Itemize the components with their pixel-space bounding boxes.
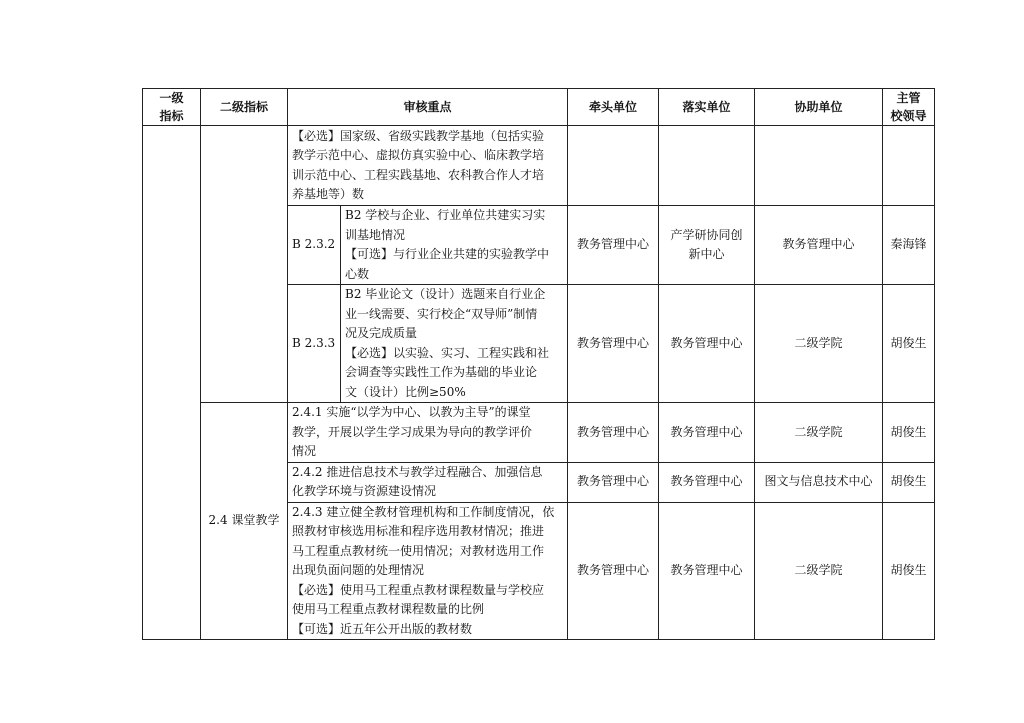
assist-cell: 二级学院 bbox=[755, 285, 883, 403]
assist-cell: 图文与信息技术中心 bbox=[755, 462, 883, 502]
assist-cell bbox=[755, 126, 883, 206]
lead-cell: 教务管理中心 bbox=[568, 206, 659, 285]
header-focus: 审核重点 bbox=[288, 89, 568, 126]
header-level2: 二级指标 bbox=[201, 89, 288, 126]
lead-cell bbox=[568, 126, 659, 206]
leader-cell: 胡俊生 bbox=[883, 502, 935, 640]
review-table bbox=[142, 88, 935, 640]
assist-cell: 二级学院 bbox=[755, 502, 883, 640]
focus-cell: 2.4.2 推进信息技术与教学过程融合、加强信息 化教学环境与资源建设情况 bbox=[288, 462, 568, 502]
leader-cell: 胡俊生 bbox=[883, 285, 935, 403]
level2-cell: 2.4 课堂教学 bbox=[201, 403, 288, 640]
leader-cell: 胡俊生 bbox=[883, 462, 935, 502]
focus-cell: 2.4.1 实施“以学为中心、以教为主导”的课堂 教学，开展以学生学习成果为导向的教学评价 情况 bbox=[288, 403, 568, 463]
header-assist: 协助单位 bbox=[755, 89, 883, 126]
impl-cell bbox=[659, 126, 755, 206]
focus-cell: 【必选】国家级、省级实践教学基地（包括实验 教学示范中心、虚拟仿真实验中心、临床教学培 训示范中心、工程实践基地、农科教合作人才培 养基地等）数 bbox=[288, 126, 568, 206]
impl-cell: 教务管理中心 bbox=[659, 502, 755, 640]
impl-cell: 教务管理中心 bbox=[659, 403, 755, 463]
focus-cell: 2.4.3 建立健全教材管理机构和工作制度情况，依 照教材审核选用标准和程序选用教材情况；推进 马工程重点教材统一使用情况；对教材选用工作 出现负面问题的处理情况 【必选】使用马工程重点教材课程数量与学校应 使用马工程重点教材课程数量的比例 【可选】近五年公开出版的教材数 bbox=[288, 502, 568, 640]
lead-cell: 教务管理中心 bbox=[568, 403, 659, 463]
leader-cell bbox=[883, 126, 935, 206]
table-row bbox=[143, 403, 935, 463]
level2-cell-prev bbox=[201, 126, 288, 403]
impl-cell: 教务管理中心 bbox=[659, 462, 755, 502]
header-leader: 主管 校领导 bbox=[883, 89, 935, 126]
lead-cell: 教务管理中心 bbox=[568, 502, 659, 640]
focus-cell: B2 学校与企业、行业单位共建实习实 训基地情况 【可选】与行业企业共建的实验教学中 心数 bbox=[341, 206, 568, 285]
assist-cell: 教务管理中心 bbox=[755, 206, 883, 285]
level1-cell bbox=[143, 126, 201, 640]
header-impl: 落实单位 bbox=[659, 89, 755, 126]
leader-cell: 秦海锋 bbox=[883, 206, 935, 285]
assist-cell: 二级学院 bbox=[755, 403, 883, 463]
header-row bbox=[143, 89, 935, 126]
header-lead: 牵头单位 bbox=[568, 89, 659, 126]
table-row bbox=[143, 126, 935, 206]
lead-cell: 教务管理中心 bbox=[568, 462, 659, 502]
code-cell: B 2.3.2 bbox=[288, 206, 341, 285]
impl-cell: 产学研协同创 新中心 bbox=[659, 206, 755, 285]
lead-cell: 教务管理中心 bbox=[568, 285, 659, 403]
impl-cell: 教务管理中心 bbox=[659, 285, 755, 403]
focus-cell: B2 毕业论文（设计）选题来自行业企 业一线需要、实行校企“双导师”制情 况及完成质量 【必选】以实验、实习、工程实践和社 会调查等实践性工作为基础的毕业论 文（设计）比例≥50% bbox=[341, 285, 568, 403]
leader-cell: 胡俊生 bbox=[883, 403, 935, 463]
header-level1: 一级 指标 bbox=[143, 89, 201, 126]
code-cell: B 2.3.3 bbox=[288, 285, 341, 403]
